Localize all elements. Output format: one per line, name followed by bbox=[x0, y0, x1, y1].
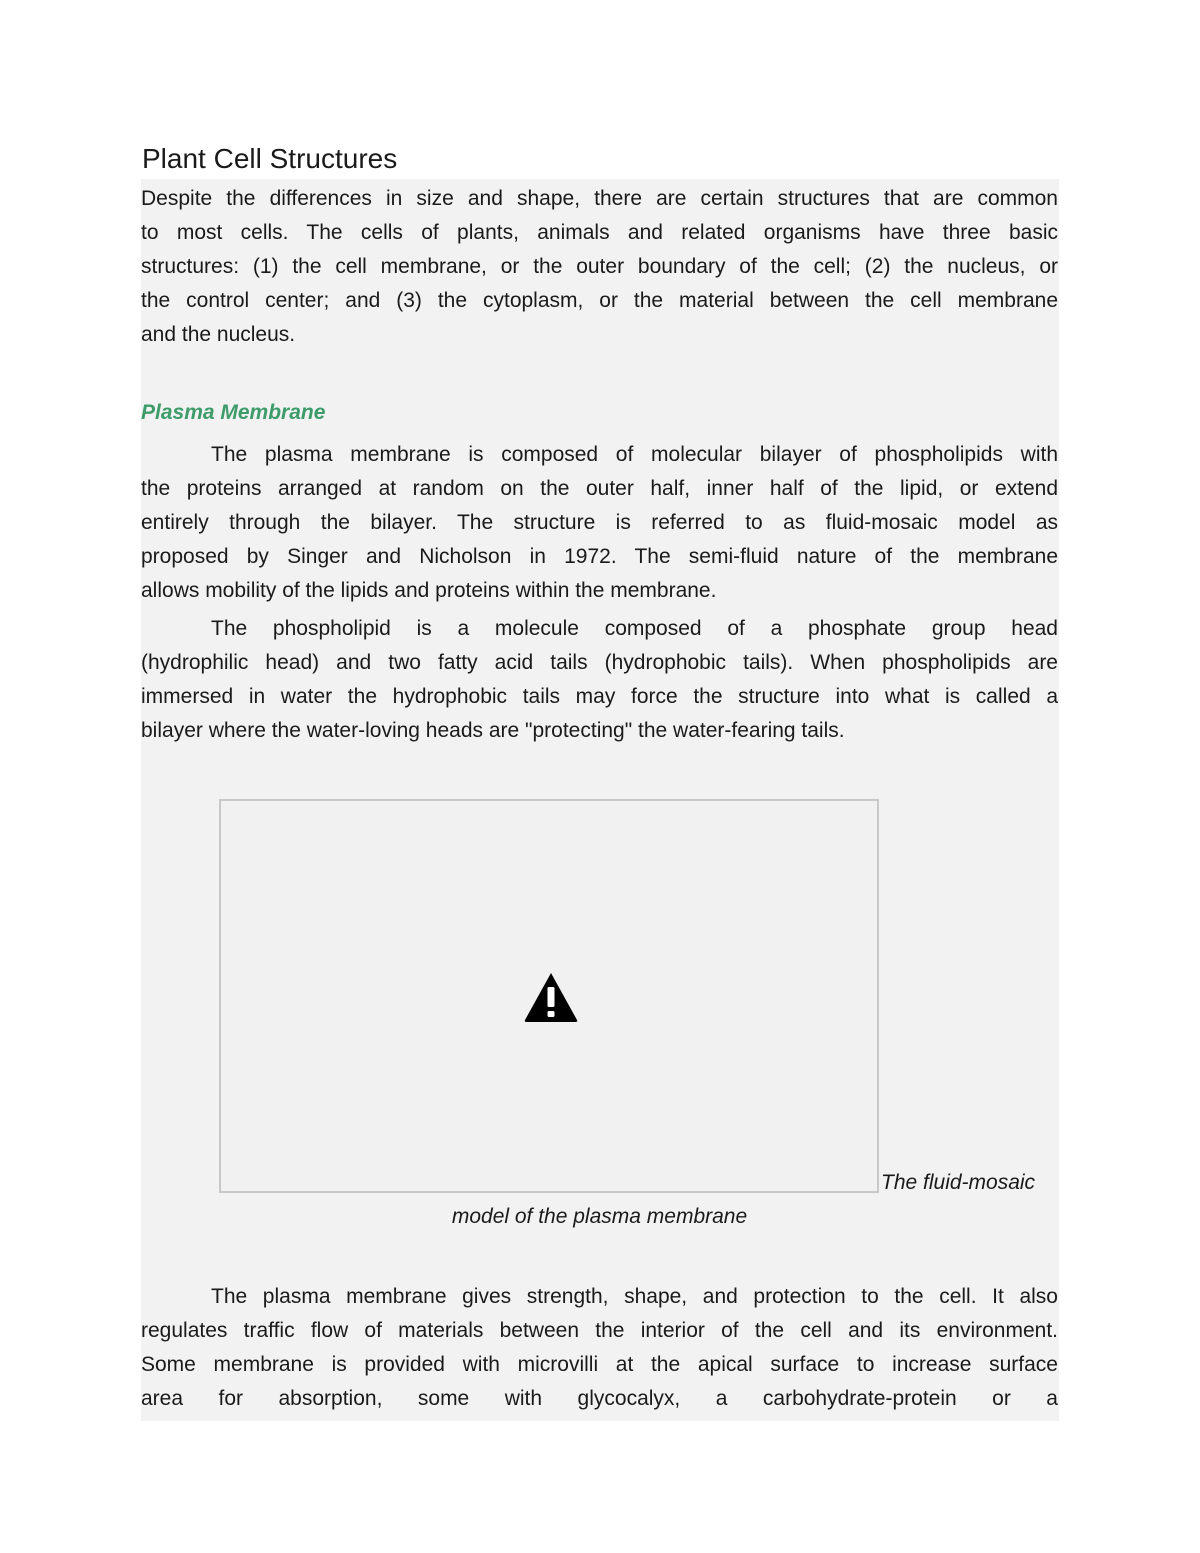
intro-line: the control center; and (3) the cytoplasm, or the material between the cell membrane bbox=[141, 289, 1058, 312]
paragraph-line: The plasma membrane is composed of molecular bilayer of phospholipids with bbox=[211, 443, 1058, 466]
paragraph-line: bilayer where the water-loving heads are "protecting" the water-fearing tails. bbox=[141, 719, 845, 742]
paragraph-line: (hydrophilic head) and two fatty acid tails (hydrophobic tails). When phospholipids are bbox=[141, 651, 1058, 674]
intro-line: to most cells. The cells of plants, animals and related organisms have three basic bbox=[141, 221, 1058, 244]
page-title: Plant Cell Structures bbox=[142, 143, 398, 174]
paragraph-line: proposed by Singer and Nicholson in 1972. The semi-fluid nature of the membrane bbox=[141, 545, 1058, 568]
paragraph-line: the proteins arranged at random on the outer half, inner half of the lipid, or extend bbox=[141, 477, 1058, 500]
plasma-membrane-paragraph-1 bbox=[141, 438, 1058, 608]
paragraph-line: area for absorption, some with glycocalyx, a carbohydrate-protein or a bbox=[141, 1387, 1058, 1410]
intro-line: Despite the differences in size and shape, there are certain structures that are common bbox=[141, 187, 1058, 210]
figure-caption-continued: model of the plasma membrane bbox=[451, 1205, 748, 1228]
broken-image-placeholder bbox=[219, 799, 879, 1193]
intro-paragraph bbox=[141, 182, 1058, 352]
warning-icon bbox=[523, 971, 579, 1023]
plasma-membrane-paragraph-3 bbox=[141, 1280, 1058, 1416]
paragraph-line: Some membrane is provided with microvilli at the apical surface to increase surface bbox=[141, 1353, 1058, 1376]
figure-caption: The fluid-mosaic bbox=[881, 1171, 1036, 1194]
intro-line: and the nucleus. bbox=[141, 323, 296, 346]
section-heading-plasma-membrane: Plasma Membrane bbox=[141, 401, 326, 424]
paragraph-line: regulates traffic flow of materials between the interior of the cell and its environment. bbox=[141, 1319, 1058, 1342]
paragraph-line: The phospholipid is a molecule composed of a phosphate group head bbox=[211, 617, 1058, 640]
plasma-membrane-paragraph-2 bbox=[141, 612, 1058, 748]
paragraph-line: allows mobility of the lipids and proteins within the membrane. bbox=[141, 579, 717, 602]
paragraph-line: immersed in water the hydrophobic tails may force the structure into what is called a bbox=[141, 685, 1058, 708]
intro-line: structures: (1) the cell membrane, or the outer boundary of the cell; (2) the nucleus, or bbox=[141, 255, 1058, 278]
paragraph-line: The plasma membrane gives strength, shape, and protection to the cell. It also bbox=[211, 1285, 1058, 1308]
paragraph-line: entirely through the bilayer. The structure is referred to as fluid-mosaic model as bbox=[141, 511, 1058, 534]
